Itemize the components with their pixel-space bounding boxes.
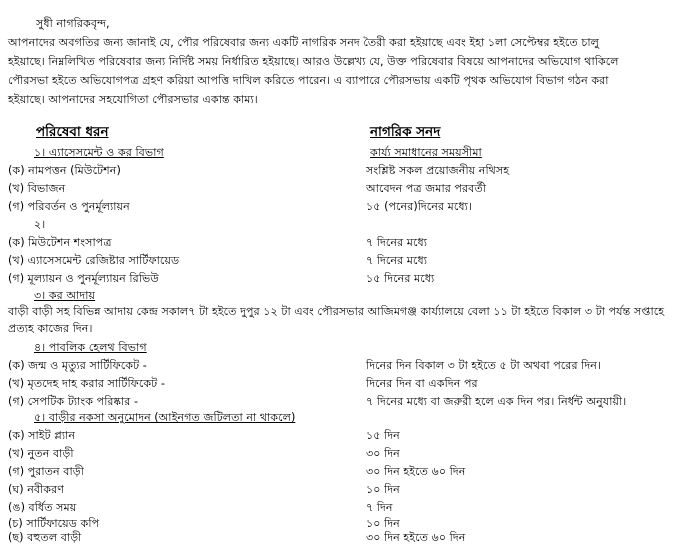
list-item: (খ) এ্যাসেসমেন্ট রেজিষ্টার সার্টিফায়েড: [8, 254, 180, 267]
list-item-time: আবেদন পত্র জমার পরবর্তী: [366, 182, 486, 195]
section-title: ৪। পাবলিক হেলথ বিভাগ: [34, 341, 147, 354]
list-item: (ছ) বহুতল বাড়ী: [8, 531, 82, 544]
deadline-subheader: কার্য্য সমাধানের সময়সীমা: [370, 146, 482, 159]
list-item: (গ) পুরাতন বাড়ী: [8, 465, 84, 478]
list-item: (গ) মূল্যায়ন ও পুনর্মূল্যায়ন রিভিউ: [8, 272, 160, 285]
paragraph-line: বাড়ী বাড়ী সহ বিভিন্ন আদায় কেন্দ্র সকাল৭ টা হইতে দুপুর ১২ টা এবং পৌরসভার আজিমগঞ্জ কার্য্যালয়ে বেলা ১১ টা হইতে বিকাল ৩ টা পর্যন্ত সপ্তাহে: [8, 305, 665, 318]
list-item: (খ) মৃতদেহ দাহ করার সার্টিফিকেট -: [8, 377, 165, 390]
list-item-time: ১০ দিন: [366, 483, 400, 496]
section-title: ১। এ্যাসেসমেন্ট ও কর বিভাগ: [34, 146, 164, 159]
intro-line-1: আপনাদের অবগতির জন্য জানাই যে, পৌর পরিষেবার জন্য একটি নাগরিক সনদ তৈরী করা হইয়াছে এবং ইহা ১লা সেপ্টেম্বর হইতে চালু: [8, 36, 599, 49]
intro-line-4: হইয়াছে। আপনাদের সহযোগিতা পৌরসভার একান্ত কাম্য।: [8, 93, 258, 106]
list-item-time: ১৫ দিনের মধ্যে: [366, 272, 435, 285]
list-item-time: ৩০ দিন: [366, 447, 400, 460]
intro-line-2: হইয়াছে। নিম্নলিখিত পরিষেবার জন্য নির্দিষ্ট সময় নির্ধারিত হইয়াছে। আরও উল্লেখ্য যে, উক্ত পরিষেবার বিষয়ে আপনাদের অভিযোগ থাকিলে: [8, 55, 619, 68]
section-title: ৫। বাড়ীর নকসা অনুমোদন (আইনগত জটিলতা না থাকলে): [34, 411, 296, 424]
section-title: ২।: [34, 218, 46, 231]
list-item: (ঙ) বর্ধিত সময়: [8, 501, 77, 514]
list-item-time: ৩০ দিন হইতে ৬০ দিন: [366, 531, 466, 544]
service-type-header: পরিষেবা ধরন: [36, 124, 109, 140]
list-item: (ক) মিউটেশন শংসাপত্র: [8, 236, 112, 249]
list-item-time: ৭ দিনের মধ্যে: [366, 236, 428, 249]
list-item-time: ১৫ দিন: [366, 429, 400, 442]
list-item-time: ৭ দিন: [366, 501, 393, 514]
list-item-time: ৭ দিনের মধ্যে বা জরুরী হলে এক দিন পর। নির্ধন্ট অনুযায়ী।: [366, 395, 627, 408]
list-item-time: দিনের দিন বিকাল ৩ টা হইতে ৫ টা অথবা পরের দিন।: [366, 359, 601, 372]
list-item-time: সংশ্লিষ্ট সকল প্রয়োজনীয় নথিসহ: [366, 164, 510, 177]
list-item-time: ১৫ (পনের)দিনের মধ্যে।: [366, 200, 472, 213]
list-item-time: ৩০ দিন হইতে ৬০ দিন: [366, 465, 466, 478]
list-item: (ক) সাইট প্ল্যান: [8, 429, 76, 442]
list-item: (গ) পরিবর্তন ও পুনর্মূল্যায়ন: [8, 200, 130, 213]
list-item-time: ৭ দিনের মধ্যে: [366, 254, 428, 267]
list-item-time: ১০ দিন: [366, 517, 400, 530]
list-item: (চ) সার্টিফায়েড কপি: [8, 517, 100, 530]
list-item: (ঘ) নবীকরণ: [8, 483, 65, 496]
salutation: সুধী নাগরিকবৃন্দ,: [36, 17, 110, 30]
section-title: ৩। কর আদায়: [34, 289, 96, 302]
intro-line-3: পৌরসভা হইতে অভিযোগপত্র গ্রহণ করিয়া আপত্তি দাখিল করিতে পারেন। এ ব্যাপারে পৌরসভায় একটি পৃথক অভিযোগ বিভাগ গঠন করা: [8, 74, 609, 87]
paragraph-line: প্রত্যহ কাজের দিন।: [8, 322, 93, 335]
list-item-time: দিনের দিন বা একদিন পর: [366, 377, 478, 390]
citizen-charter-header: নাগরিক সনদ: [370, 124, 441, 140]
list-item: (খ) নুতন বাড়ী: [8, 447, 74, 460]
list-item: (খ) বিভাজন: [8, 182, 66, 195]
list-item: (ক) নামপত্তন (মিউটেশন): [8, 164, 121, 177]
list-item: (গ) সেপটিক ট্যাংক পরিষ্কার -: [8, 395, 139, 408]
list-item: (ক) জন্ম ও মৃত্যুর সার্টিফিকেট -: [8, 359, 147, 372]
